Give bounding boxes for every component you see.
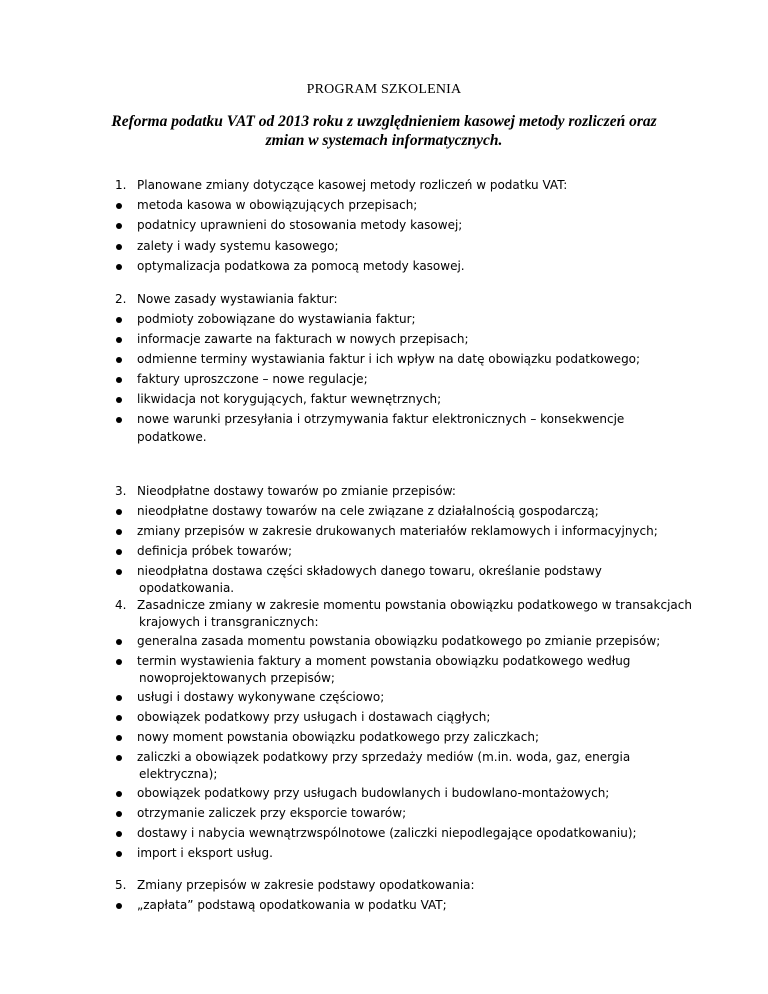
list-item: nowy moment powstania obowiązku podatkowego przy zaliczkach; [137, 730, 539, 744]
bullet-icon [116, 337, 122, 343]
bullet-icon [116, 549, 122, 555]
list-item: podatnicy uprawnieni do stosowania metody kasowej; [137, 218, 463, 232]
bullet-icon [116, 223, 122, 229]
section-2-number: 2. [115, 292, 127, 306]
bullet-icon [116, 264, 122, 270]
section-4-title: Zasadnicze zmiany w zakresie momentu powstania obowiązku podatkowego w transakcjach [137, 598, 692, 612]
section-1-title: Planowane zmiany dotyczące kasowej metody rozliczeń w podatku VAT: [137, 178, 568, 192]
bullet-icon [116, 811, 122, 817]
list-item: faktury uproszczone – nowe regulacje; [137, 372, 368, 386]
list-item: zaliczki a obowiązek podatkowy przy sprzedaży mediów (m.in. woda, gaz, energia [137, 750, 631, 764]
list-item: zalety i wady systemu kasowego; [137, 239, 339, 253]
list-item: obowiązek podatkowy przy usługach i dostawach ciągłych; [137, 710, 491, 724]
section-4-number: 4. [115, 598, 127, 612]
list-item: nieodpłatna dostawa części składowych danego towaru, określanie podstawy [137, 564, 602, 578]
bullet-icon [116, 529, 122, 535]
list-item: obowiązek podatkowy przy usługach budowlanych i budowlano-montażowych; [137, 786, 610, 800]
bullet-icon [116, 831, 122, 837]
list-item: „zapłata” podstawą opodatkowania w podatku VAT; [137, 898, 447, 912]
list-item: import i eksport usług. [137, 846, 273, 860]
list-item: informacje zawarte na fakturach w nowych przepisach; [137, 332, 469, 346]
list-item-continuation: nowoprojektowanych przepisów; [139, 671, 335, 685]
section-3-title: Nieodpłatne dostawy towarów po zmianie przepisów: [137, 484, 456, 498]
section-4-title-continuation: krajowych i transgranicznych: [139, 615, 319, 629]
section-3-number: 3. [115, 484, 127, 498]
bullet-icon [116, 357, 122, 363]
bullet-icon [116, 569, 122, 575]
list-item: nieodpłatne dostawy towarów na cele związane z działalnością gospodarczą; [137, 504, 599, 518]
bullet-icon [116, 851, 122, 857]
bullet-icon [116, 735, 122, 741]
list-item: otrzymanie zaliczek przy eksporcie towarów; [137, 806, 407, 820]
list-item: optymalizacja podatkowa za pomocą metody kasowej. [137, 259, 465, 273]
section-2-title: Nowe zasady wystawiania faktur: [137, 292, 338, 306]
section-5-number: 5. [115, 878, 127, 892]
bullet-icon [116, 695, 122, 701]
bullet-icon [116, 715, 122, 721]
list-item: nowe warunki przesyłania i otrzymywania faktur elektronicznych – konsekwencje [137, 412, 625, 426]
bullet-icon [116, 417, 122, 423]
section-5-title: Zmiany przepisów w zakresie podstawy opodatkowania: [137, 878, 475, 892]
bullet-icon [116, 903, 122, 909]
subtitle-line-1: Reforma podatku VAT od 2013 roku z uwzględnieniem kasowej metody rozliczeń oraz [111, 113, 657, 130]
section-1-number: 1. [115, 178, 127, 192]
bullet-icon [116, 509, 122, 515]
bullet-icon [116, 659, 122, 665]
training-subtitle [0, 112, 768, 150]
list-item: metoda kasowa w obowiązujących przepisach; [137, 198, 418, 212]
list-item: likwidacja not korygujących, faktur wewnętrznych; [137, 392, 442, 406]
bullet-icon [116, 639, 122, 645]
list-item: odmienne terminy wystawiania faktur i ich wpływ na datę obowiązku podatkowego; [137, 352, 641, 366]
list-item: usługi i dostawy wykonywane częściowo; [137, 690, 385, 704]
bullet-icon [116, 791, 122, 797]
list-item: dostawy i nabycia wewnątrzwspólnotowe (zaliczki niepodlegające opodatkowaniu); [137, 826, 637, 840]
list-item: definicja próbek towarów; [137, 544, 293, 558]
subtitle-line-2: zmian w systemach informatycznych. [265, 132, 503, 149]
list-item: podmioty zobowiązane do wystawiania faktur; [137, 312, 416, 326]
bullet-icon [116, 244, 122, 250]
bullet-icon [116, 397, 122, 403]
program-title: PROGRAM SZKOLENIA [306, 82, 462, 97]
list-item: generalna zasada momentu powstania obowiązku podatkowego po zmianie przepisów; [137, 634, 661, 648]
list-item: termin wystawienia faktury a moment powstania obowiązku podatkowego według [137, 654, 631, 668]
bullet-icon [116, 377, 122, 383]
bullet-icon [116, 317, 122, 323]
list-item: zmiany przepisów w zakresie drukowanych materiałów reklamowych i informacyjnych; [137, 524, 658, 538]
bullet-icon [116, 203, 122, 209]
list-item-continuation: podatkowe. [137, 430, 207, 444]
list-item-continuation: elektryczna); [139, 767, 218, 781]
list-item-continuation: opodatkowania. [139, 581, 235, 595]
bullet-icon [116, 755, 122, 761]
